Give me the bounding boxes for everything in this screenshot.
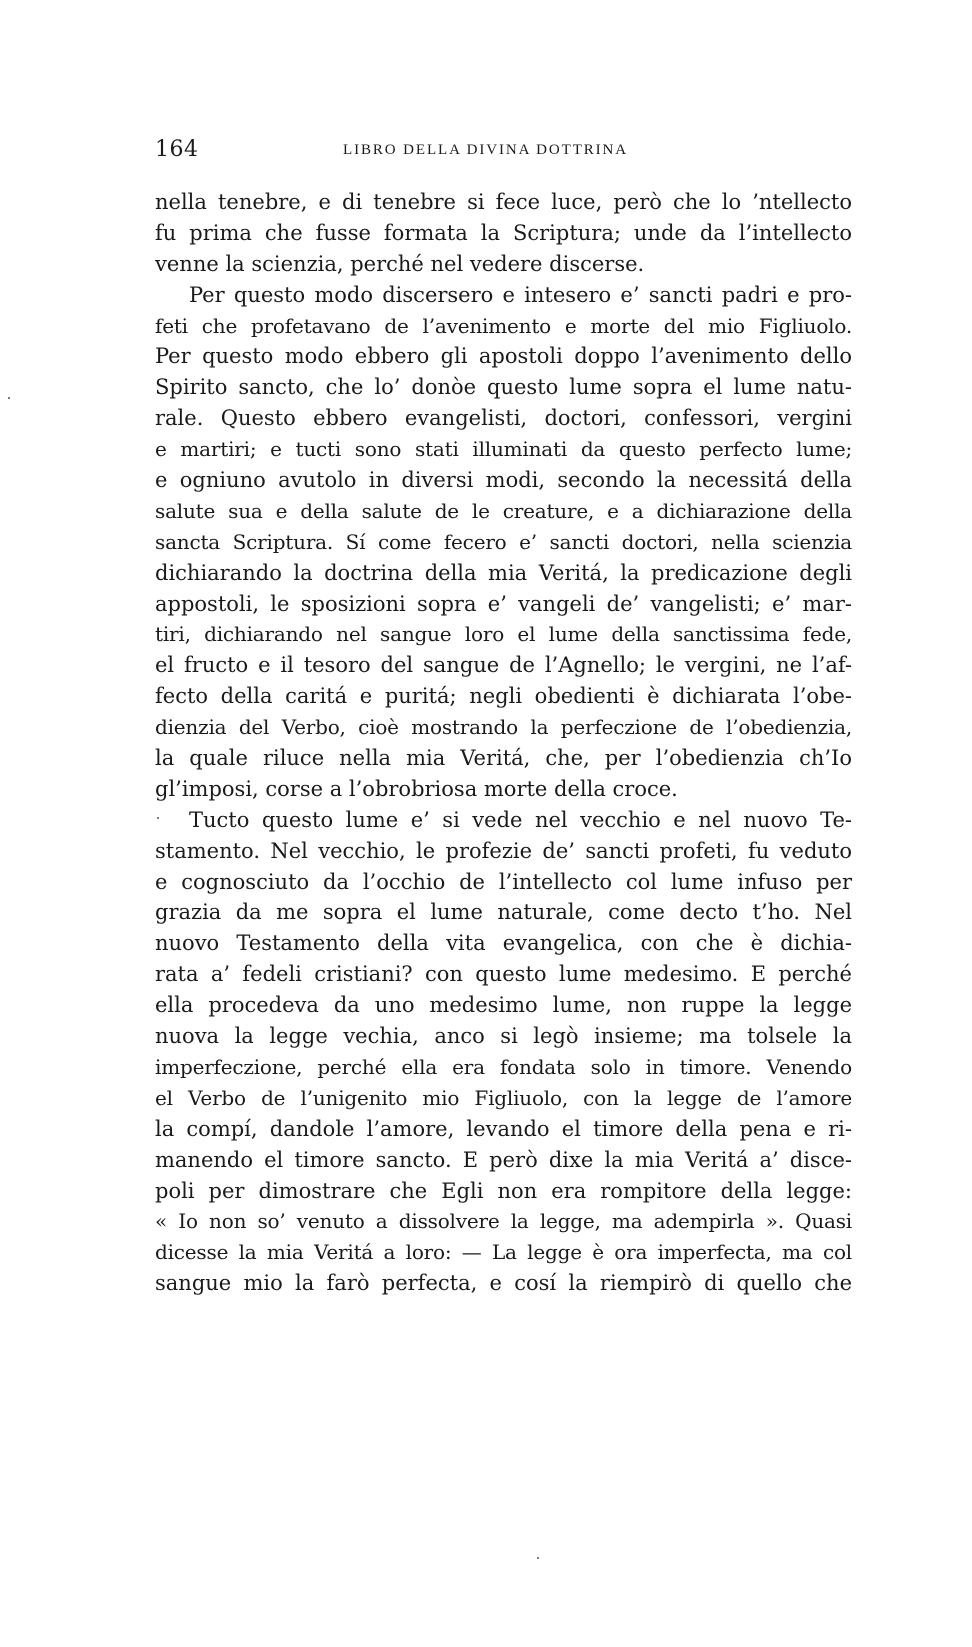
text-line: Tucto questo lume e’ si vede nel vecchio e nel nuovo Te- [189, 807, 852, 832]
text-line: fecto della caritá e puritá; negli obedienti è dichiarata l’obe- [155, 684, 852, 709]
text-line: nuova la legge vechia, anco si legò insieme; ma tolsele la [155, 1024, 852, 1049]
text-line: appostoli, le sposizioni sopra e’ vangeli de’ vangelisti; e’ mar- [155, 591, 852, 616]
text-line: salute sua e della salute de le creature, e a dichiarazione della [155, 498, 852, 523]
text-line: gl’imposi, corse a l’obrobriosa morte della croce. [155, 776, 678, 801]
text-line: dicesse la mia Veritá a loro: — La legge è ora imperfecta, ma col [155, 1240, 852, 1265]
text-line: « Io non so’ venuto a dissolvere la legge, ma adempirla ». Quasi [155, 1209, 852, 1234]
text-line: tiri, dichiarando nel sangue loro el lume della sanctissima fede, [155, 622, 852, 647]
scan-speck [537, 1557, 539, 1559]
text-line: venne la scienzia, perché nel vedere discerse. [155, 251, 645, 276]
text-line: el Verbo de l’unigenito mio Figliuolo, con la legge de l’amore [155, 1085, 852, 1110]
text-line: Per questo modo discersero e intesero e’ sancti padri e pro- [189, 282, 852, 307]
text-line: poli per dimostrare che Egli non era rompitore della legge: [155, 1178, 852, 1203]
scan-speck [157, 817, 159, 819]
text-line: rale. Questo ebbero evangelisti, doctori, confessori, vergini [155, 406, 852, 431]
text-line: dienzia del Verbo, cioè mostrando la perfeczione de l’obedienzia, [155, 715, 852, 740]
text-line: e martiri; e tucti sono stati illuminati da questo perfecto lume; [155, 437, 852, 462]
text-line: nuovo Testamento della vita evangelica, con che è dichia- [155, 931, 852, 956]
text-line: Per questo modo ebbero gli apostoli doppo l’avenimento dello [155, 344, 852, 369]
text-line: imperfeczione, perché ella era fondata solo in timore. Venendo [155, 1054, 852, 1079]
text-line: rata a’ fedeli cristiani? con questo lume medesimo. E perché [155, 962, 852, 987]
text-line: fu prima che fusse formata la Scriptura; unde da l’intellecto [155, 220, 852, 245]
text-line: sancta Scriptura. Sí come fecero e’ sancti doctori, nella scienzia [155, 529, 852, 554]
text-line: e cognosciuto da l’occhio de l’intellecto col lume infuso per [155, 869, 852, 894]
text-line: la compí, dandole l’amore, levando el timore della pena e ri- [155, 1116, 852, 1141]
running-header [155, 137, 852, 165]
text-line: Spirito sancto, che lo’ donòe questo lume sopra el lume natu- [155, 375, 852, 400]
text-line: e ogniuno avutolo in diversi modi, secondo la necessitá della [155, 468, 852, 493]
text-line: nella tenebre, e di tenebre si fece luce, però che lo ’ntellecto [155, 190, 852, 214]
text-line: grazia da me sopra el lume naturale, come decto t’ho. Nel [155, 900, 852, 925]
body-text [155, 187, 852, 1299]
text-line: sangue mio la farò perfecta, e cosí la riempirò di quello che [155, 1271, 852, 1296]
text-line: manendo el timore sancto. E però dixe la mia Veritá a’ disce- [155, 1147, 852, 1172]
text-line: feti che profetavano de l’avenimento e morte del mio Figliuolo. [155, 313, 852, 338]
text-line: dichiarando la doctrina della mia Veritá, la predicazione degli [155, 560, 852, 585]
text-line: el fructo e il tesoro del sangue de l’Agnello; le vergini, ne l’af- [155, 653, 852, 678]
scan-speck [8, 397, 10, 399]
text-line: stamento. Nel vecchio, le profezie de’ sancti profeti, fu veduto [155, 838, 852, 863]
running-title: LIBRO DELLA DIVINA DOTTRINA [343, 142, 629, 158]
text-line: la quale riluce nella mia Veritá, che, per l’obedienzia ch’Io [155, 746, 852, 771]
page-number: 164 [155, 137, 199, 162]
text-line: ella procedeva da uno medesimo lume, non ruppe la legge [155, 993, 852, 1018]
